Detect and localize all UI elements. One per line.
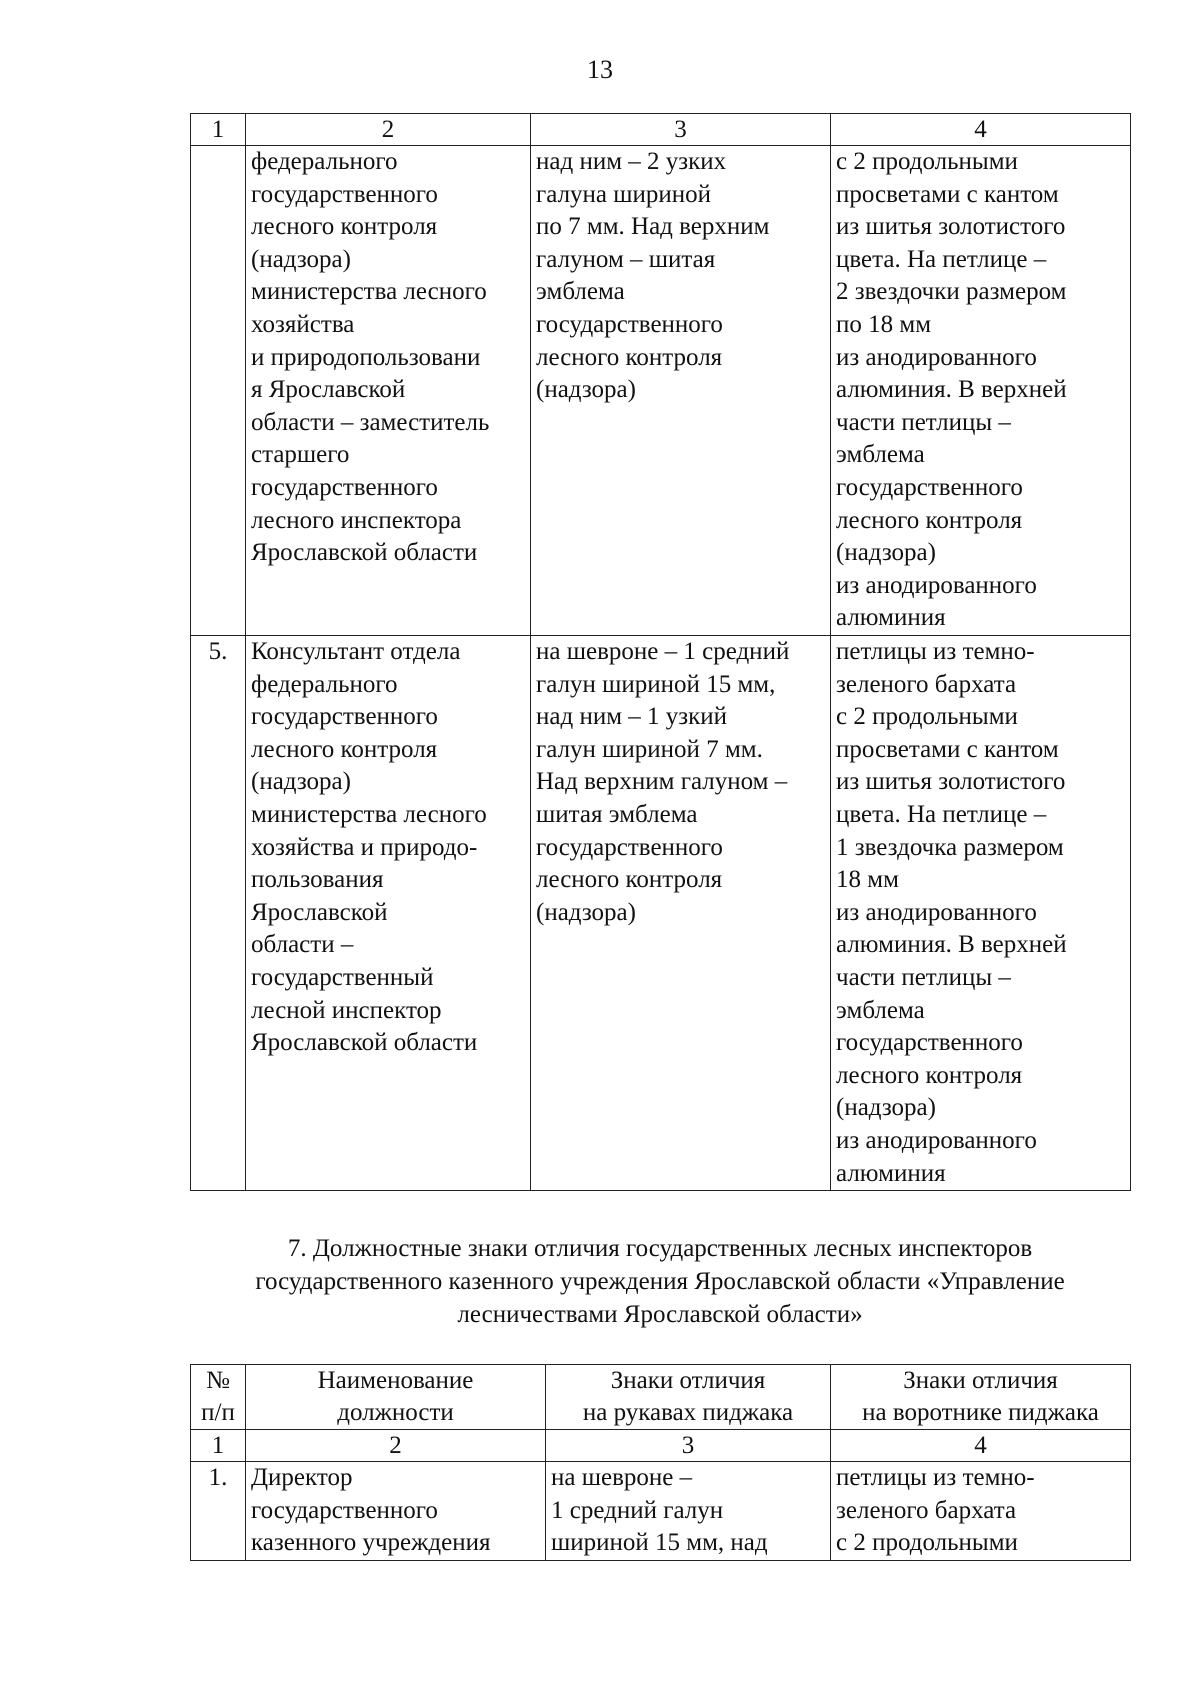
column-header: Наименование должности — [246, 1365, 546, 1430]
table-row — [191, 636, 1131, 1191]
column-number: 2 — [246, 1430, 546, 1462]
sleeve-insignia-cell: над ним – 2 узких галуна шириной по 7 мм. Над верхним галуном – шитая эмблема государственного лесного контроля (надзора) — [531, 146, 831, 636]
collar-insignia-cell: петлицы из темно- зеленого бархата с 2 продольными просветами с кантом из шитья золотистого цвета. На петлице – 1 звездочка размером 18 мм из анодированного алюминия. В верхней части петлицы – эмблема государственного лесного контроля (надзора) из анодированного алюминия — [831, 636, 1131, 1191]
column-number: 3 — [531, 114, 831, 146]
position-name-cell: федерального государственного лесного контроля (надзора) министерства лесного хозяйства и природопользовани я Ярославской области – заместитель старшего государственного лесного инспектора Ярославской области — [246, 146, 531, 636]
table-row — [191, 146, 1131, 636]
column-number: 1 — [191, 114, 246, 146]
column-number: 4 — [831, 1430, 1131, 1462]
collar-insignia-cell: петлицы из темно- зеленого бархата с 2 продольными — [831, 1462, 1131, 1561]
column-number: 1 — [191, 1430, 246, 1462]
sleeve-insignia-cell: на шевроне – 1 средний галун шириной 15 мм, над — [546, 1462, 831, 1561]
insignia-table-continued — [190, 113, 1131, 1191]
page-number: 13 — [587, 55, 613, 84]
section-heading: 7. Должностные знаки отличия государственных лесных инспекторов государственного казенного учреждения Ярославской области «Управление лесничествами Ярославской области» — [255, 1235, 1065, 1328]
row-number: 5. — [191, 636, 246, 1191]
column-header: Знаки отличия на воротнике пиджака — [831, 1365, 1131, 1430]
position-name-cell: Директор государственного казенного учреждения — [246, 1462, 546, 1561]
column-number: 4 — [831, 114, 1131, 146]
collar-insignia-cell: с 2 продольными просветами с кантом из шитья золотистого цвета. На петлице – 2 звездочки размером по 18 мм из анодированного алюминия. В верхней части петлицы – эмблема государственного лесного контроля (надзора) из анодированного алюминия — [831, 146, 1131, 636]
row-number: 1. — [191, 1462, 246, 1561]
column-number: 2 — [246, 114, 531, 146]
position-name-cell: Консультант отдела федерального государственного лесного контроля (надзора) министерства лесного хозяйства и природо- пользования Ярославской области – государственный лесной инспектор Ярославской области — [246, 636, 531, 1191]
column-number-row — [191, 1430, 1131, 1462]
column-number-row — [191, 114, 1131, 146]
column-header: № п/п — [191, 1365, 246, 1430]
row-number — [191, 146, 246, 636]
column-number: 3 — [546, 1430, 831, 1462]
insignia-table-section-7 — [190, 1364, 1131, 1561]
sleeve-insignia-cell: на шевроне – 1 средний галун шириной 15 мм, над ним – 1 узкий галун шириной 7 мм. Над верхним галуном – шитая эмблема государственного лесного контроля (надзора) — [531, 636, 831, 1191]
column-header: Знаки отличия на рукавах пиджака — [546, 1365, 831, 1430]
table-header-row — [191, 1365, 1131, 1430]
table-row — [191, 1462, 1131, 1561]
